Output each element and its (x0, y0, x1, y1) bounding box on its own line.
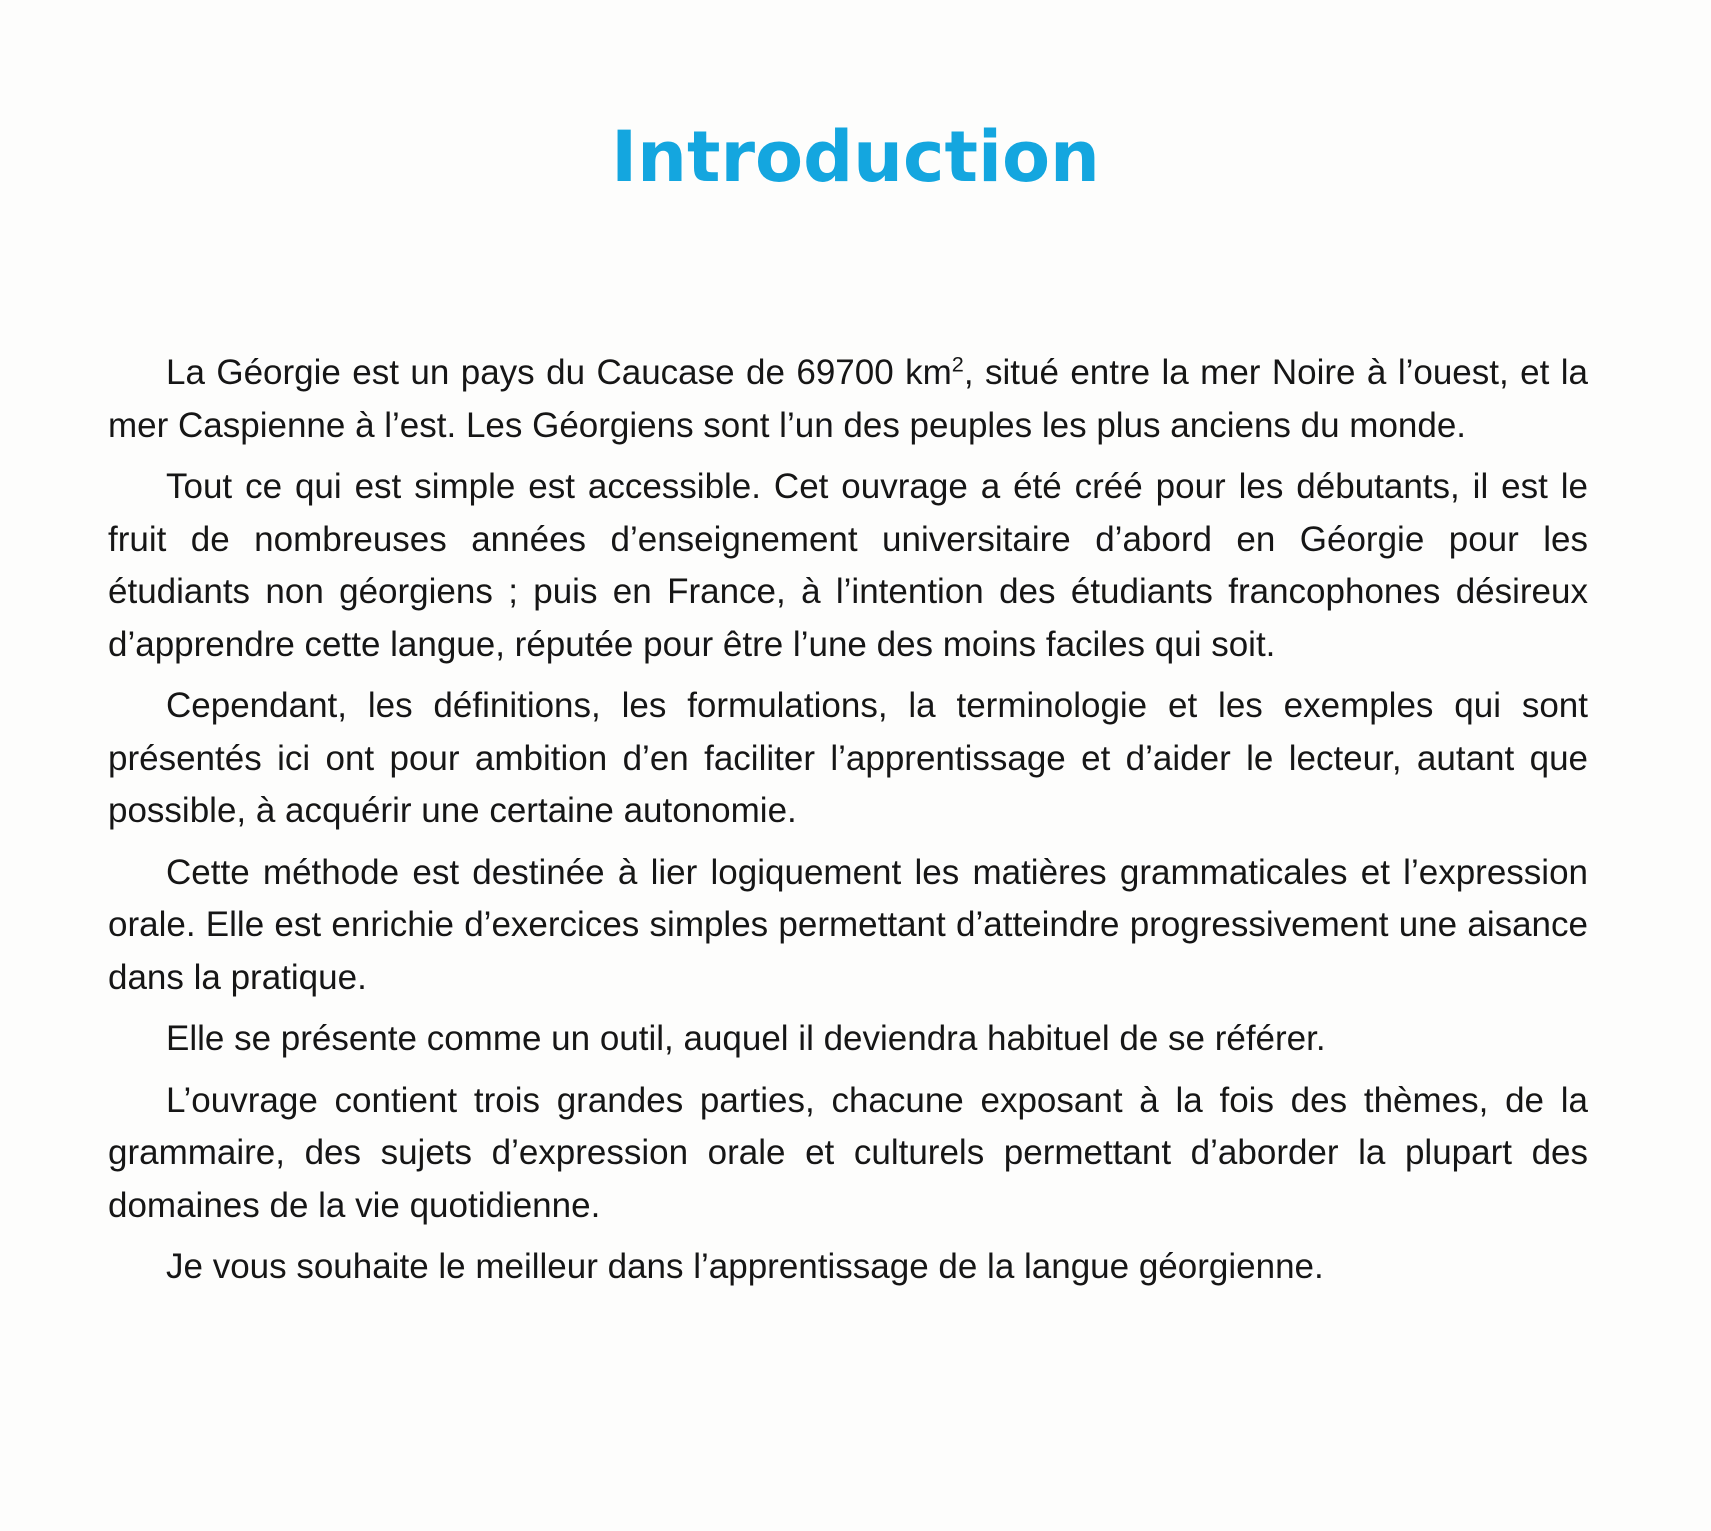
superscript-2: 2 (951, 351, 964, 377)
paragraph-1-after: , situé entre la mer Noire à l’ouest, et la mer Caspienne à l’est. Les Géorgiens sont l’un des peuples les plus anciens du monde. (108, 353, 1588, 445)
paragraph-5: Elle se présente comme un outil, auquel il deviendra habituel de se référer. (166, 1019, 1326, 1058)
paragraph-6: L’ouvrage contient trois grandes parties, chacune exposant à la fois des thèmes, de la grammaire, des sujets d’expression orale et culturels permettant d’aborder la plupart des domaines de la vie quotidienne. (108, 1080, 1588, 1225)
introduction-body (108, 347, 1588, 1294)
page-title: Introduction (611, 116, 1100, 198)
paragraph-4: Cette méthode est destinée à lier logiquement les matières grammaticales et l’expression orale. Elle est enrichie d’exercices simples permettant d’atteindre progressivement une aisance dans la pratique. (108, 852, 1588, 997)
paragraph-1-before: La Géorgie est un pays du Caucase de 69700 km (166, 353, 952, 392)
paragraph-1 (108, 347, 1588, 452)
paragraph-2: Tout ce qui est simple est accessible. Cet ouvrage a été créé pour les débutants, il est le fruit de nombreuses années d’enseignement universitaire d’abord en Géorgie pour les étudiants non géorgiens ; puis en France, à l’intention des étudiants francophones désireux d’apprendre cette langue, réputée pour être l’une des moins faciles qui soit. (108, 467, 1588, 664)
paragraph-7: Je vous souhaite le meilleur dans l’apprentissage de la langue géorgienne. (166, 1247, 1324, 1286)
paragraph-3: Cependant, les définitions, les formulations, la terminologie et les exemples qui sont présentés ici ont pour ambition d’en faciliter l’apprentissage et d’aider le lecteur, autant que possible, à acquérir une certaine autonomie. (108, 686, 1588, 830)
